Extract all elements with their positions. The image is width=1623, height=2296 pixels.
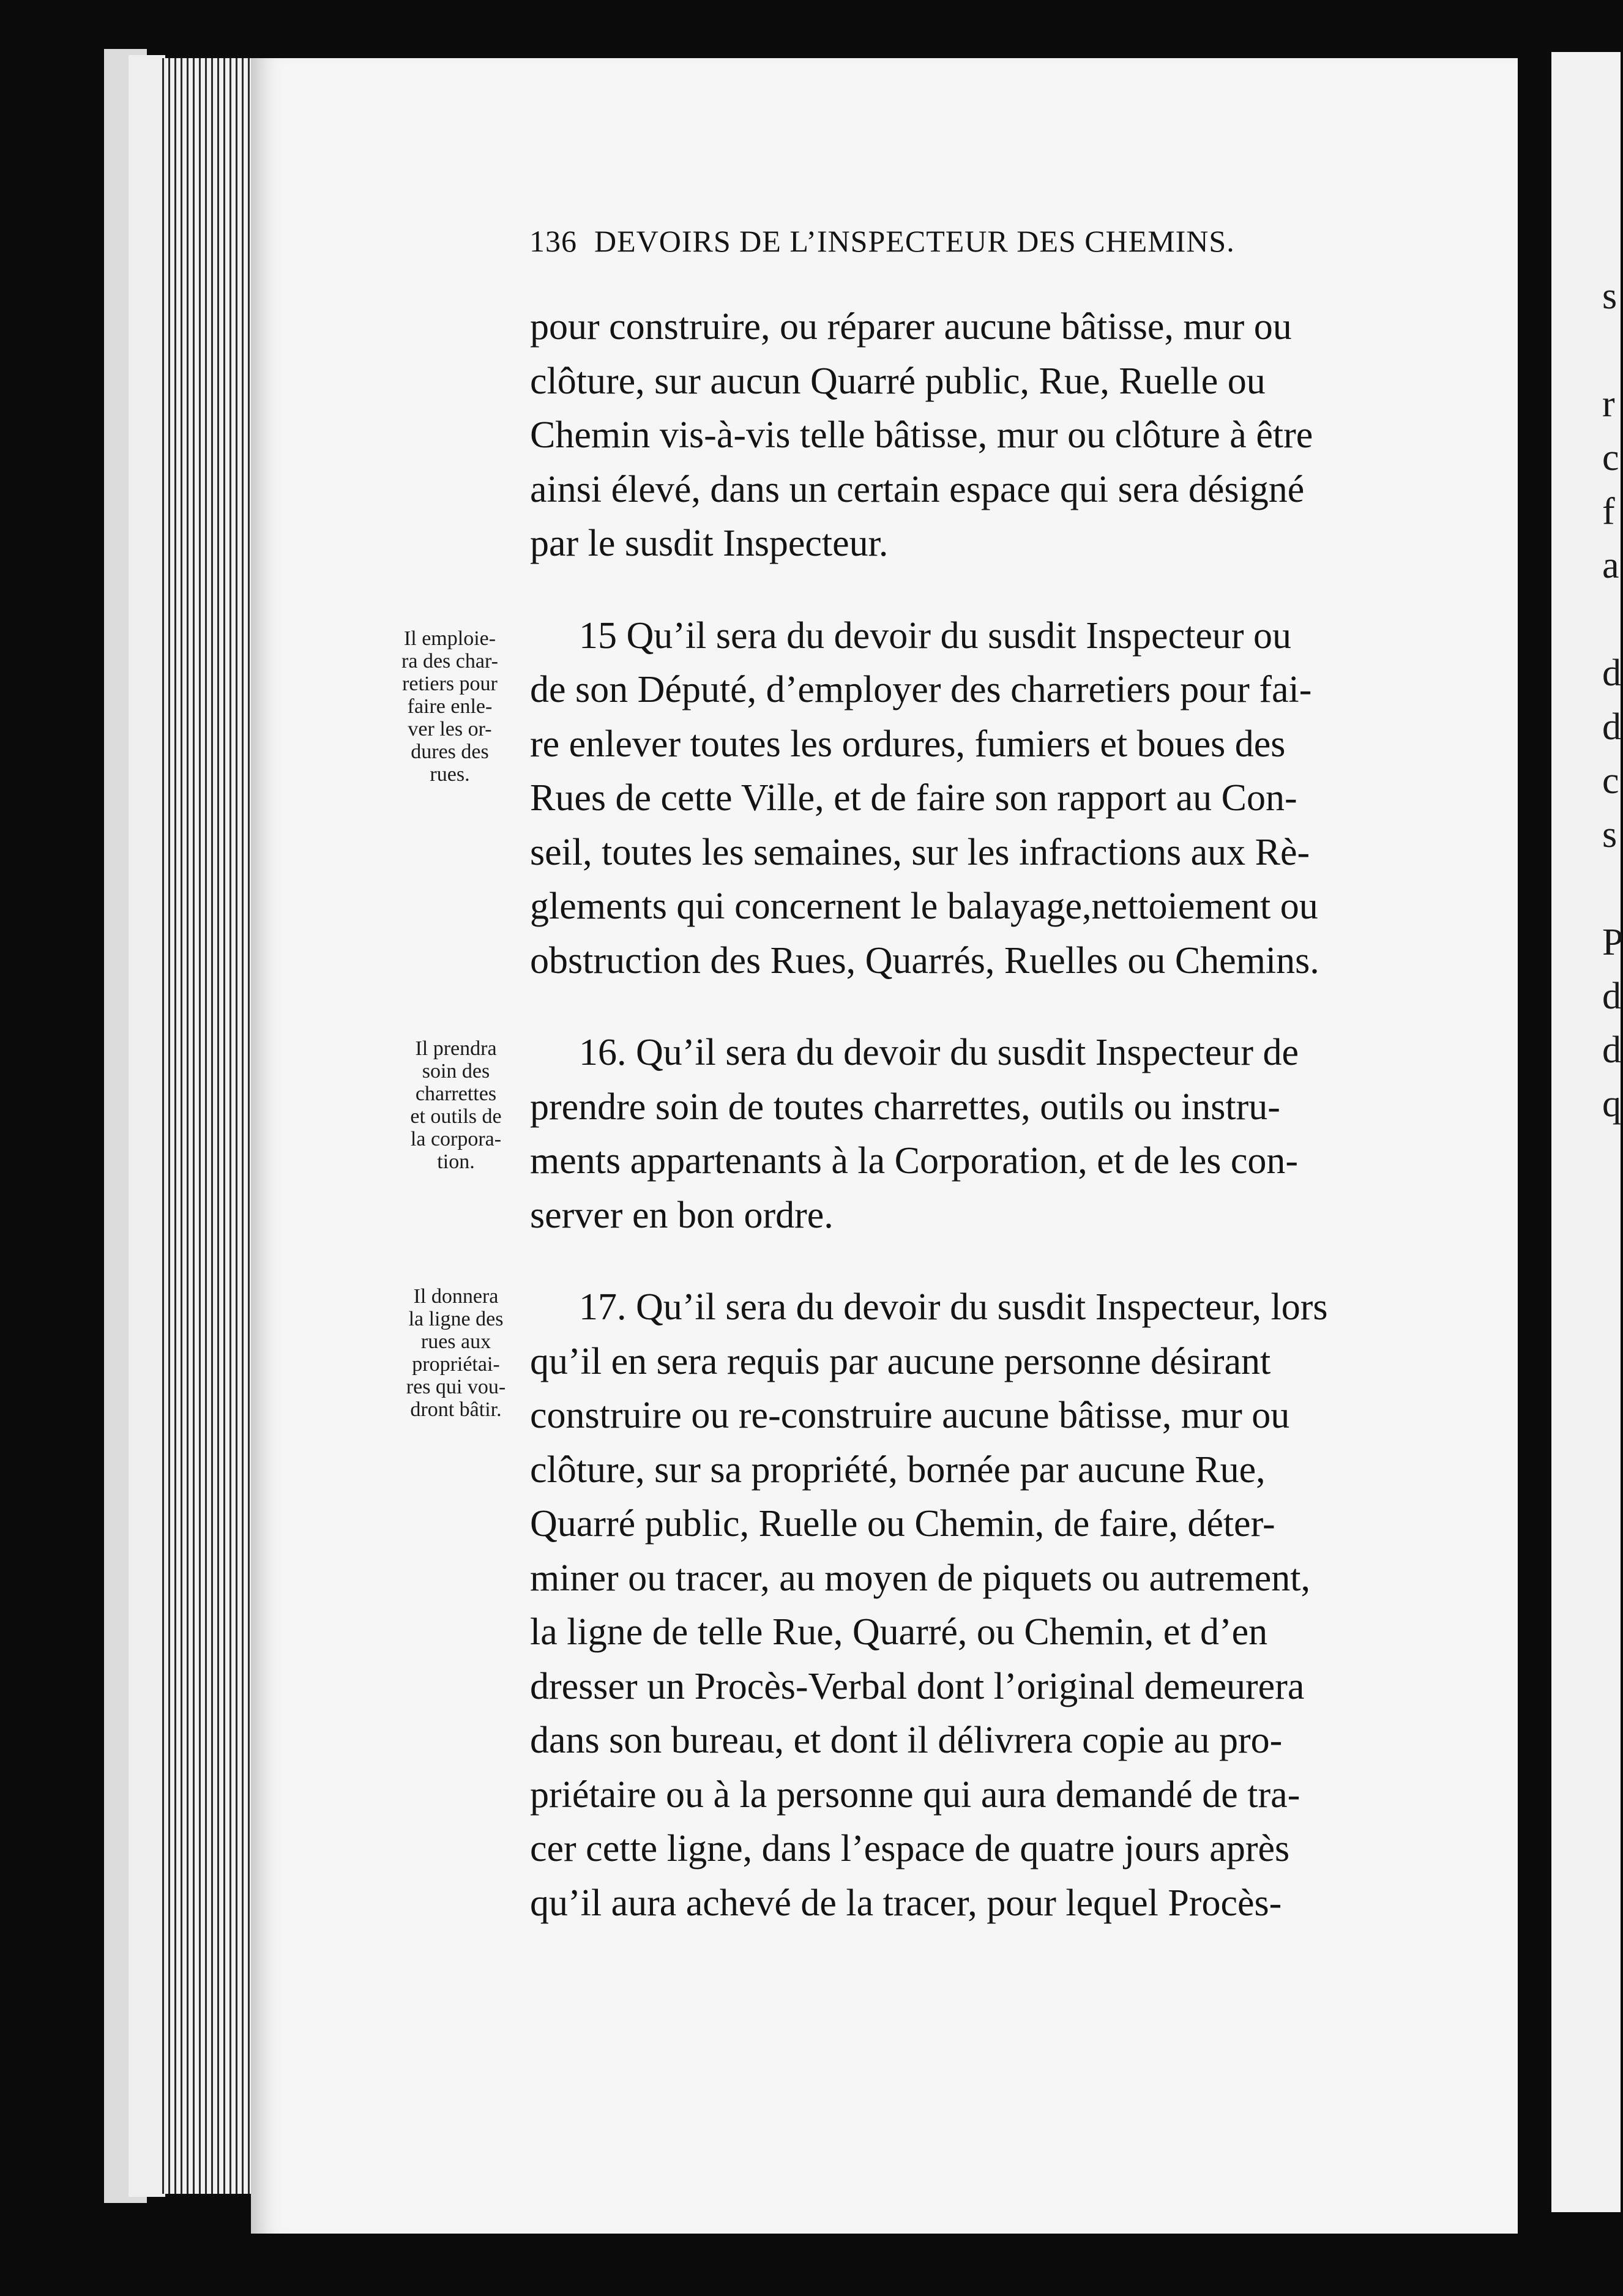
- continuation-paragraph: [530, 300, 1442, 571]
- margin-note-charrettes: Il prendra soin des charrettes et outils de la corpora- tion.: [410, 1037, 502, 1173]
- text-line: pour construire, ou réparer aucune bâtisse, mur ou: [530, 306, 1292, 348]
- text-line: cer cette ligne, dans l’espace de quatre jours après: [530, 1828, 1290, 1869]
- running-title: DEVOIRS DE L’INSPECTEUR DES CHEMINS.: [594, 224, 1235, 258]
- running-header: [529, 223, 1386, 259]
- paragraph-16: [530, 1026, 1442, 1242]
- text-line: Quarré public, Ruelle ou Chemin, de faire, déter-: [530, 1503, 1275, 1545]
- text-line: par le susdit Inspecteur.: [530, 523, 889, 564]
- text-line: clôture, sur sa propriété, bornée par aucune Rue,: [530, 1448, 1266, 1491]
- page-stack: [162, 58, 260, 2194]
- text-line: server en bon ordre.: [530, 1194, 834, 1236]
- margin-note-ligne-des-rues: Il donnera la ligne des rues aux propriétai- res qui vou- dront bâtir.: [406, 1285, 506, 1421]
- page-number: 136: [529, 224, 577, 258]
- text-line: obstruction des Rues, Quarrés, Ruelles ou Chemins.: [530, 939, 1319, 982]
- text-line: construire ou re-construire aucune bâtisse, mur ou: [530, 1395, 1290, 1436]
- paragraph-15: [530, 609, 1442, 988]
- text-line: 17. Qu’il sera du devoir du susdit Inspecteur, lors: [579, 1286, 1328, 1328]
- paragraph-17: [530, 1280, 1442, 1930]
- text-line: clôture, sur aucun Quarré public, Rue, Ruelle ou: [530, 360, 1266, 402]
- text-line: prendre soin de toutes charrettes, outils ou instru-: [530, 1086, 1280, 1128]
- page-body: [530, 300, 1442, 1930]
- text-line: qu’il aura achevé de la tracer, pour lequel Procès-: [530, 1882, 1282, 1924]
- text-line: dans son bureau, et dont il délivrera copie au pro-: [530, 1720, 1283, 1761]
- book-edge-inner: [129, 55, 165, 2197]
- text-line: Rues de cette Ville, et de faire son rapport au Con-: [530, 777, 1297, 819]
- text-line: 16. Qu’il sera du devoir du susdit Inspecteur de: [579, 1032, 1299, 1073]
- text-line: qu’il en sera requis par aucune personne désirant: [530, 1340, 1271, 1382]
- text-line: ments appartenants à la Corporation, et de les con-: [530, 1140, 1299, 1182]
- text-line: dresser un Procès-Verbal dont l’original demeurera: [530, 1665, 1305, 1707]
- text-line: Chemin vis-à-vis telle bâtisse, mur ou clôture à être: [530, 414, 1313, 456]
- text-line: re enlever toutes les ordures, fumiers et boues des: [530, 723, 1286, 765]
- text-line: priétaire ou à la personne qui aura demandé de tra-: [530, 1773, 1300, 1816]
- text-line: 15 Qu’il sera du devoir du susdit Inspecteur ou: [579, 614, 1291, 657]
- margin-note-charretiers: Il emploie- ra des char- retiers pour faire enle- ver les or- dures des rues.: [401, 627, 498, 786]
- text-line: la ligne de telle Rue, Quarré, ou Chemin, et d’en: [530, 1611, 1268, 1653]
- text-line: de son Député, d’employer des charretiers pour fai-: [530, 669, 1312, 710]
- next-page-letters: s r c f a d d c s P d d q: [1602, 275, 1623, 1125]
- text-line: glements qui concernent le balayage,nettoiement ou: [530, 885, 1318, 927]
- text-line: miner ou tracer, au moyen de piquets ou autrement,: [530, 1557, 1310, 1599]
- text-line: ainsi élevé, dans un certain espace qui sera désigné: [530, 468, 1305, 510]
- text-line: seil, toutes les semaines, sur les infractions aux Rè-: [530, 831, 1310, 873]
